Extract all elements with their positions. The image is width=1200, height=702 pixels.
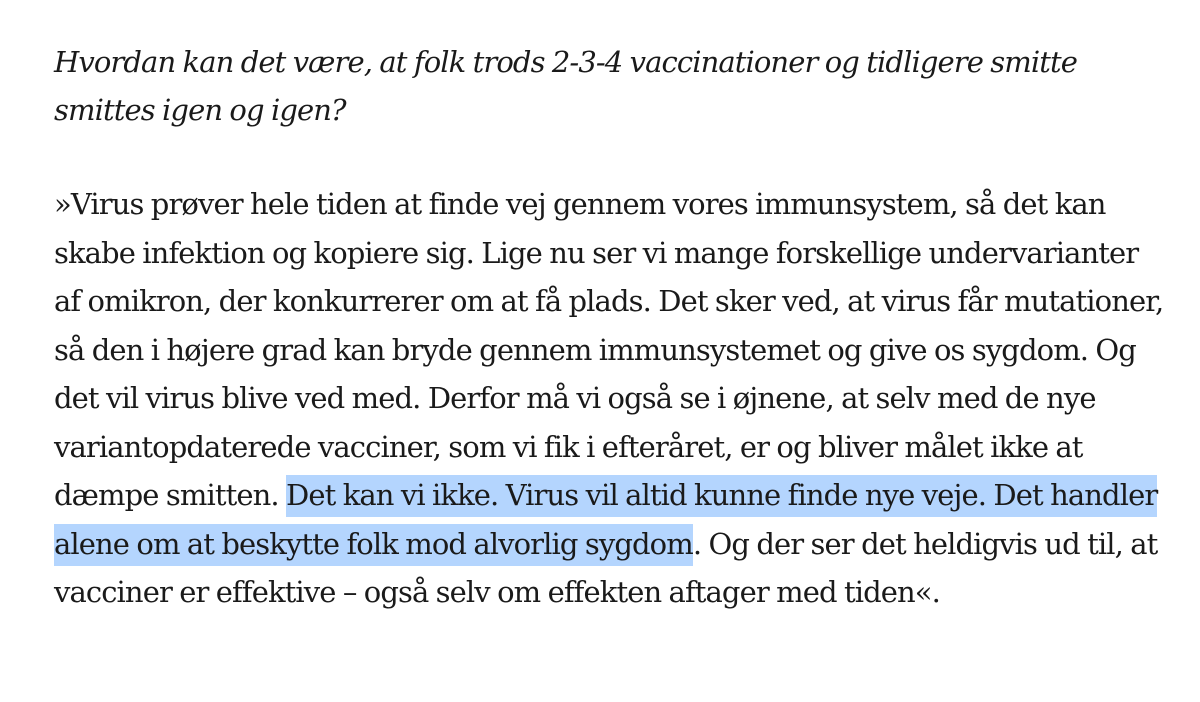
answer-text-before-selection: »Virus prøver hele tiden at finde vej gennem vores immunsystem, så det kan skabe infektion og kopiere sig. Lige nu ser vi mange forskellige undervarianter af omikron, der konkurrerer om at få plads. Det sker ved, at virus får mutationer, så den i højere grad kan bryde gennem immunsystemet og give os sygdom. Og det vil virus blive ved med. Derfor må vi også se i øjnene, at selv med de nye variantopdaterede vacciner, som vi fik i efteråret, er og bliver målet ikke at dæmpe smitten. <box>54 187 1164 512</box>
article-body <box>54 38 1164 617</box>
selected-text-highlight[interactable]: Det kan vi ikke. Virus vil altid kunne finde nye veje. Det handler alene om at beskytte folk mod alvorlig sygdom <box>54 475 1157 566</box>
interview-question: Hvordan kan det være, at folk trods 2-3-4 vaccinationer og tidligere smitte smittes igen og igen? <box>54 45 1078 127</box>
interview-answer <box>54 180 1164 617</box>
answer-text-after-selection: . Og der ser det heldigvis ud til, at vacciner er effektive – også selv om effekten aftager med tiden«. <box>54 526 1158 609</box>
